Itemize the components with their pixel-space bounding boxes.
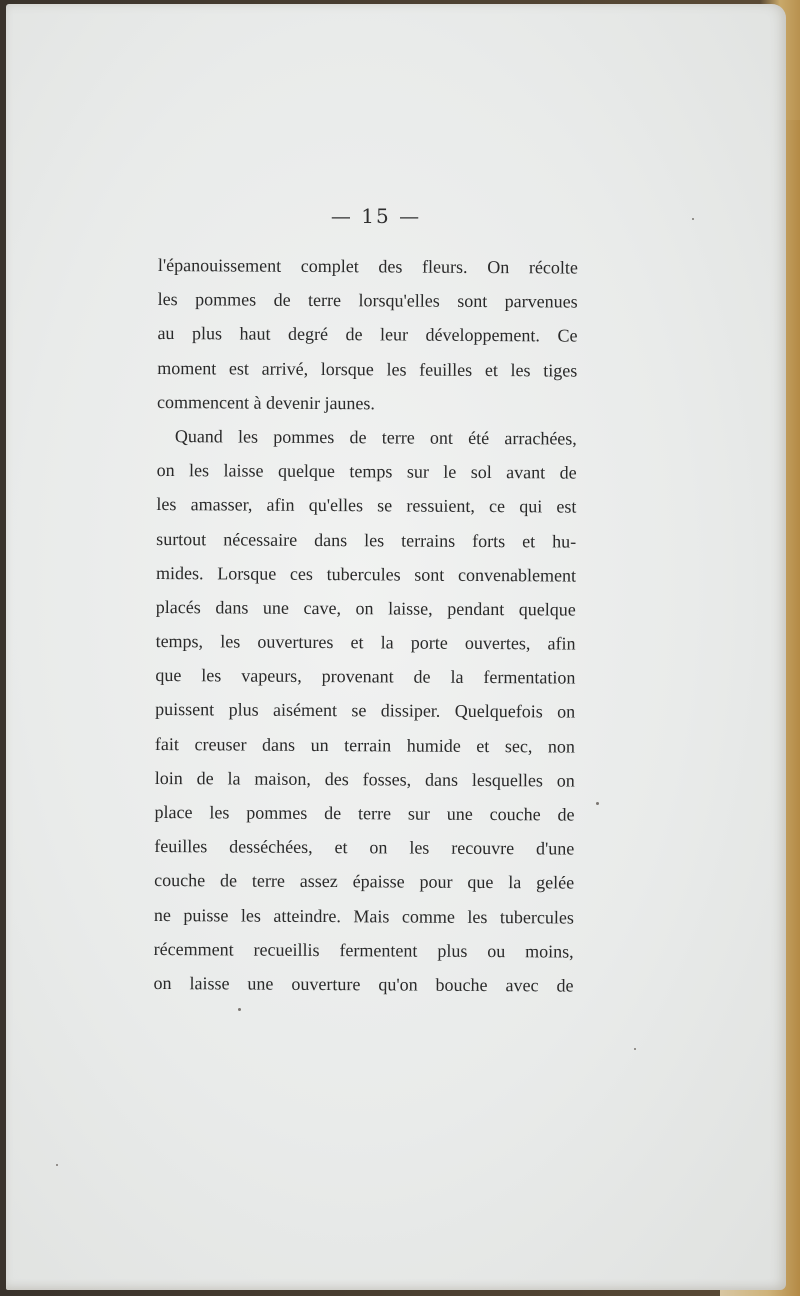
book-page: [6, 4, 786, 1290]
text-line: au plus haut degré de leur développement. Ce: [157, 323, 578, 346]
page-number: — 15 —: [330, 204, 422, 228]
text-line: place les pommes de terre sur une couche de: [154, 801, 575, 825]
text-line: les amasser, afin qu'elles se ressuient, ce qui est: [156, 494, 577, 517]
text-line: récemment recueillis fermentent plus ou moins,: [153, 938, 574, 962]
text-line: fait creuser dans un terrain humide et sec, non: [154, 733, 576, 757]
text-line: couche de terre assez épaisse pour que la gelée: [154, 870, 575, 893]
text-line: surtout nécessaire dans les terrains forts et hu-: [156, 528, 577, 552]
paper-speck: [634, 1048, 636, 1050]
text-line: commencent à devenir jaunes.: [156, 391, 376, 414]
text-line: placés dans une cave, on laisse, pendant quelque: [155, 596, 576, 620]
text-line: l'épanouissement complet des fleurs. On récolte: [157, 254, 578, 278]
text-line: que les vapeurs, provenant de la fermentation: [155, 665, 576, 688]
body-text: [153, 248, 578, 1003]
text-line: loin de la maison, des fosses, dans lesquelles on: [154, 767, 575, 791]
paper-speck: [692, 218, 694, 220]
paper-speck: [238, 1008, 241, 1011]
text-line: feuilles desséchées, et on les recouvre d'une: [154, 836, 575, 859]
text-line: on laisse une ouverture qu'on bouche avec de: [153, 972, 574, 996]
text-line: temps, les ouvertures et la porte ouvertes, afin: [155, 631, 576, 654]
paper-speck: [56, 1164, 58, 1166]
paragraph-first-line: Quand les pommes de terre ont été arrachées,: [174, 426, 577, 449]
text-line: moment est arrivé, lorsque les feuilles et les tiges: [157, 357, 578, 381]
text-line: on les laisse quelque temps sur le sol avant de: [156, 460, 577, 483]
text-line: puissent plus aisément se dissiper. Quelquefois on: [155, 699, 576, 722]
text-line: les pommes de terre lorsqu'elles sont parvenues: [157, 289, 578, 312]
text-line: ne puisse les atteindre. Mais comme les tubercules: [153, 904, 574, 928]
text-line: mides. Lorsque ces tubercules sont convenablement: [155, 562, 577, 586]
paper-speck: [596, 802, 599, 805]
